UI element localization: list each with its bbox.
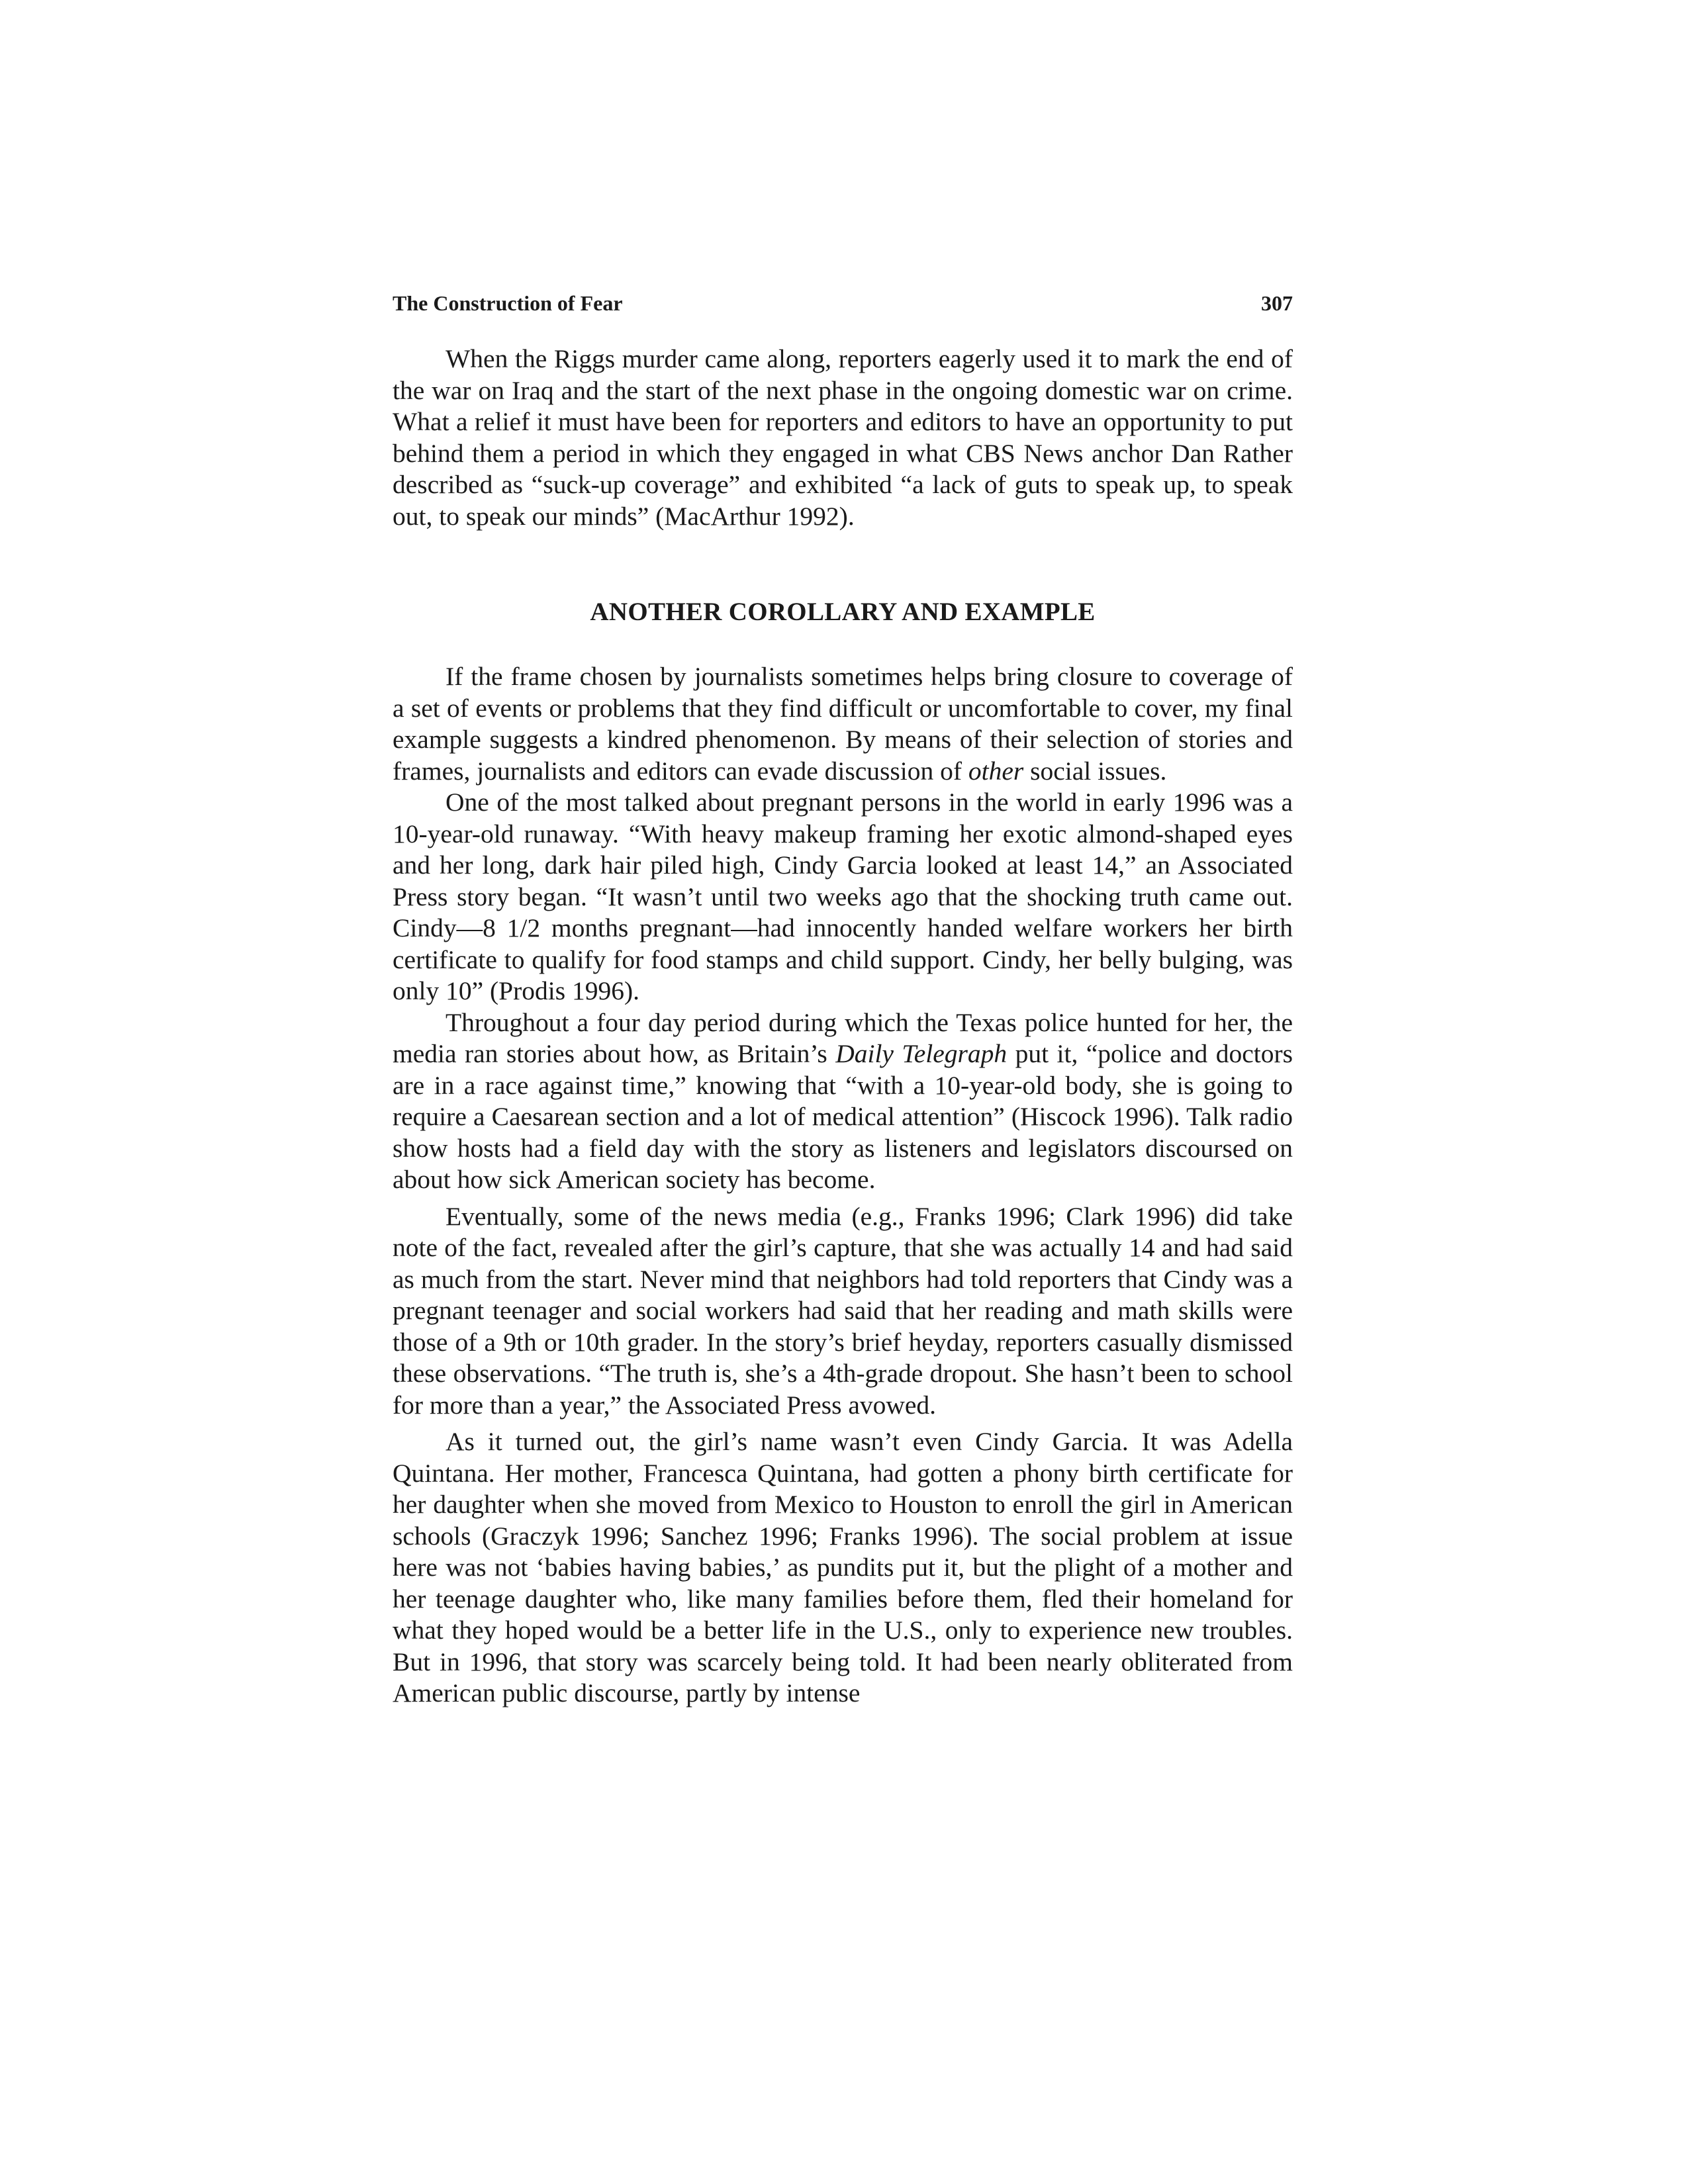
running-title: The Construction of Fear xyxy=(393,291,623,315)
paragraph-text: If the frame chosen by journalists sometimes helps bring closure to coverage of a set of events or problems that they find difficult or uncomfortable to cover, my final example suggests a kindred phenomenon. By means of their selection of stories and frames, journalists and editors can evade discussion of xyxy=(393,662,1293,786)
running-header xyxy=(393,291,1293,316)
paragraph-runaway: One of the most talked about pregnant persons in the world in early 1996 was a 10-year-old runaway. “With heavy makeup framing her exotic almond-shaped eyes and her long, dark hair piled high, Cindy Garcia looked at least 14,” an Associated Press story began. “It wasn’t until two weeks ago that the shocking truth came out. Cindy—8 1/2 months pregnant—had innocently handed welfare workers her birth certificate to qualify for food stamps and child support. Cindy, her belly bulging, was only 10” (Prodis 1996). xyxy=(393,788,1293,1005)
paragraph-eventually: Eventually, some of the news media (e.g., Franks 1996; Clark 1996) did take note of the fact, revealed after the girl’s capture, that she was actually 14 and had said as much from the start. Never mind that neighbors had told reporters that Cindy was a pregnant teenager and social workers had said that her reading and math skills were those of a 9th or 10th grader. In the story’s brief heyday, reporters casually dismissed these observations. “The truth is, she’s a 4th-grade dropout. She hasn’t been to school for more than a year,” the Associated Press avowed. xyxy=(393,1201,1293,1420)
paragraph-text: social issues. xyxy=(1023,756,1167,786)
paragraph-telegraph xyxy=(393,1007,1293,1196)
italic-word: other xyxy=(968,756,1024,786)
section-heading: ANOTHER COROLLARY AND EXAMPLE xyxy=(590,598,1096,626)
paragraph-text: put it, “police and doctors are in a race against time,” knowing that “with a 10-year-old body, she is going to require a Caesarean section and a lot of medical attention” (Hiscock 1996). Talk radio show hosts had a field day with the story as listeners and legislators discoursed on about how sick American society has become. xyxy=(393,1039,1293,1194)
paragraph-text: Throughout a four day period during which the Texas police hunted for her, the media ran stories about how, as Britain’s xyxy=(393,1007,1293,1068)
page-number: 307 xyxy=(1261,291,1293,315)
paragraph-frame xyxy=(393,661,1293,787)
paragraph-riggs: When the Riggs murder came along, reporters eagerly used it to mark the end of the war on Iraq and the start of the next phase in the ongoing domestic war on crime. What a relief it must have been for reporters and editors to have an opportunity to put behind them a period in which they engaged in what CBS News anchor Dan Rather described as “suck-up coverage” and exhibited “a lack of guts to speak up, to speak out, to speak our minds” (MacArthur 1992). xyxy=(393,344,1293,531)
paragraph-quintana: As it turned out, the girl’s name wasn’t even Cindy Garcia. It was Adella Quintana. Her mother, Francesca Quintana, had gotten a phony birth certificate for her daughter when she moved from Mexico to Houston to enroll the girl in American schools (Graczyk 1996; Sanchez 1996; Franks 1996). The social problem at issue here was not ‘babies having babies,’ as pundits put it, but the plight of a mother and her teenage daughter who, like many families before them, fled their homeland for what they hoped would be a better life in the U.S., only to experience new troubles. But in 1996, that story was scarcely being told. It had been nearly obliterated from American public discourse, partly by intense xyxy=(393,1427,1293,1707)
newspaper-title: Daily Telegraph xyxy=(835,1039,1008,1068)
book-page xyxy=(393,291,1293,1709)
body-text xyxy=(393,343,1293,1709)
